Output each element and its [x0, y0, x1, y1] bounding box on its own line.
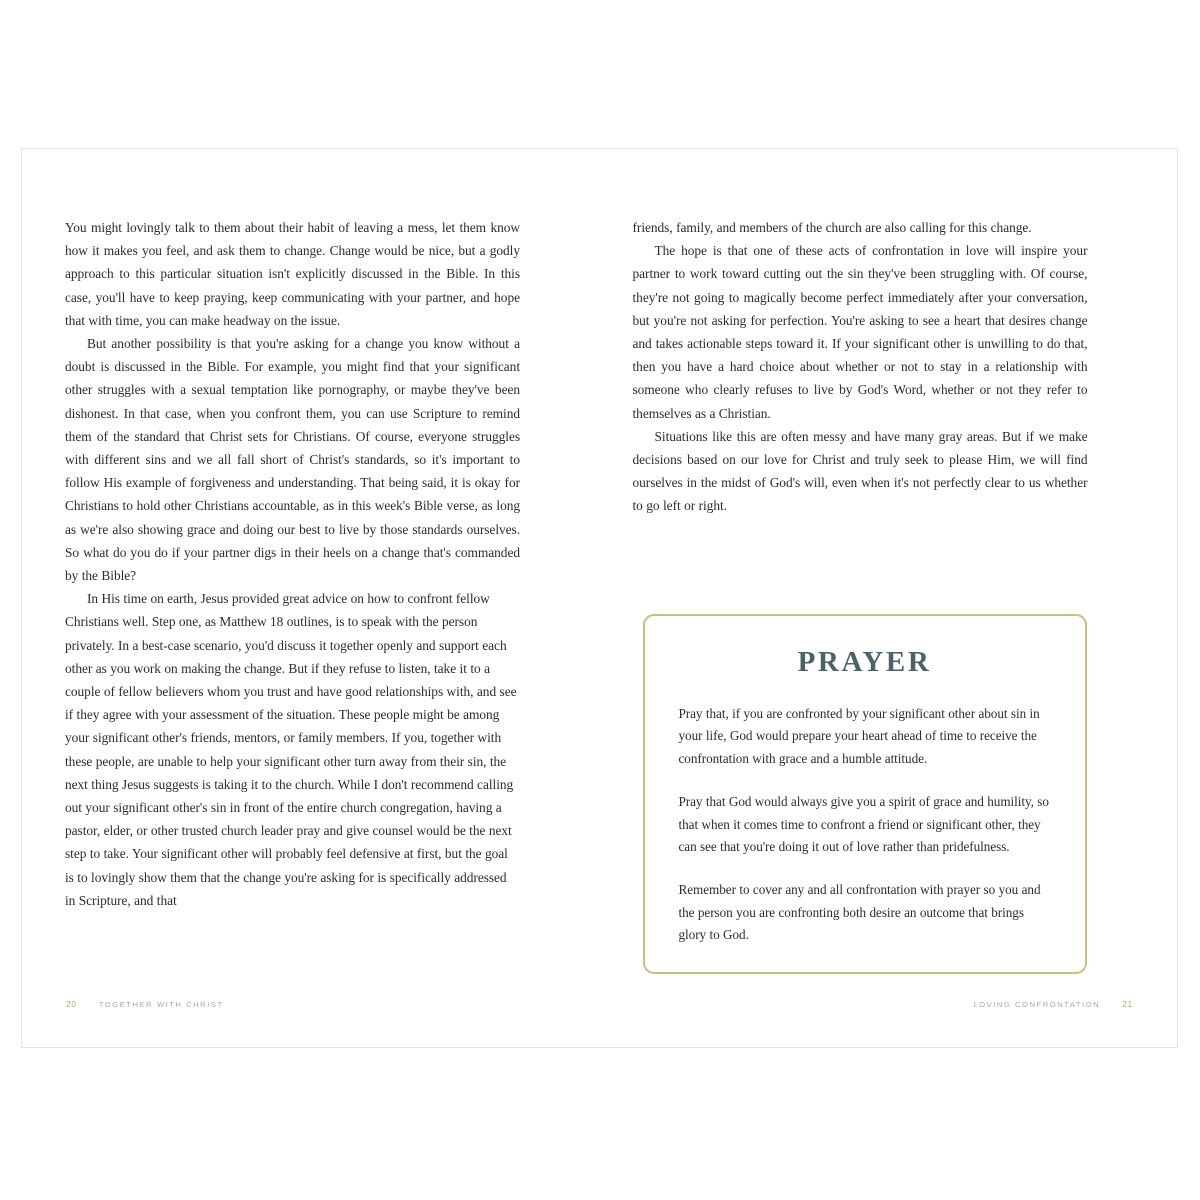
right-page-footer — [973, 1000, 1133, 1009]
prayer-body — [679, 703, 1051, 947]
paragraph: But another possibility is that you're asking for a change you know without a doubt is discussed in the Bible. For example, you might find that your significant other struggles with a sexual temptation like pornography, or maybe they've been dishonest. In that case, when you confront them, you can use Scripture to remind them of the standard that Christ sets for Christians. Of course, everyone struggles with different sins and we all fall short of Christ's standards, so it's important to follow His example of forgiveness and understanding. That being said, it is okay for Christians to hold other Christians accountable, as in this week's Bible verse, as long as we're also showing grace and doing our best to live by those standards ourselves. So what do you do if your partner digs in their heels on a change that's commanded by the Bible? — [65, 336, 520, 584]
left-page-text-column — [65, 216, 520, 961]
running-head: TOGETHER WITH CHRIST — [98, 1000, 224, 1009]
left-page — [22, 149, 600, 1047]
paragraph: Situations like this are often messy and have many gray areas. But if we make decisions based on our love for Christ and truly seek to please Him, we will find ourselves in the midst of God's will, even when it's not perfectly clear to us whether to go left or right. — [632, 428, 1088, 514]
running-head: LOVING CONFRONTATION — [973, 1000, 1101, 1009]
paragraph: friends, family, and members of the church are also calling for this change. — [632, 220, 1032, 235]
page-number: 20 — [66, 1000, 77, 1009]
prayer-paragraph: Pray that, if you are confronted by your significant other about sin in your life, God would prepare your heart ahead of time to receive the confrontation with grace and a humble attitude. — [678, 706, 1040, 766]
page-number: 21 — [1122, 1000, 1133, 1009]
right-page — [600, 149, 1178, 1047]
prayer-paragraph: Pray that God would always give you a spirit of grace and humility, so that when it comes time to confront a friend or significant other, they can see that you're doing it out of love rather than pridefulness. — [678, 794, 1049, 855]
paragraph: You might lovingly talk to them about their habit of leaving a mess, let them know how it makes you feel, and ask them to change. Change would be nice, but a godly approach to this particular situation isn't explicitly discussed in the Bible. In this case, you'll have to keep praying, keep communicating with your partner, and hope that with time, you can make headway on the issue. — [65, 220, 520, 328]
prayer-callout-box — [643, 614, 1087, 974]
right-page-text-column — [633, 216, 1088, 961]
prayer-heading: PRAYER — [797, 646, 932, 678]
prayer-paragraph: Remember to cover any and all confrontation with prayer so you and the person you are confronting both desire an outcome that brings glory to God. — [678, 882, 1041, 943]
paragraph: In His time on earth, Jesus provided great advice on how to confront fellow Christians well. Step one, as Matthew 18 outlines, is to speak with the person privately. In a best-case scenario, you'd discuss it together openly and support each other as you work on making the change. But if they refuse to listen, take it to a couple of fellow believers whom you trust and have good relationships with, and see if they agree with your assessment of the situation. These people might be among your significant other's friends, mentors, or family members. If you, together with these people, are unable to help your significant other turn away from their sin, the next thing Jesus suggests is taking it to the church. While I don't recommend calling out your significant other's sin in front of the entire church congregation, having a pastor, elder, or other trusted church leader pray and give counsel would be the next step to take. Your significant other will probably feel defensive at first, but the goal is to lovingly show them that the change you're asking for is specifically addressed in Scripture, and that — [65, 591, 517, 908]
left-page-footer — [66, 1000, 224, 1009]
paragraph: The hope is that one of these acts of confrontation in love will inspire your partner to work toward cutting out the sin they've been struggling with. Of course, they're not going to magically become perfect immediately after your conversation, but you're not asking for perfection. You're asking to see a heart that desires change and takes actionable steps toward it. If your significant other is unwilling to do that, then you have a hard choice about whether or not to stay in a relationship with someone who clearly refuses to live by God's Word, whether or not they refer to themselves as a Christian. — [632, 243, 1088, 421]
book-spread — [21, 148, 1178, 1048]
